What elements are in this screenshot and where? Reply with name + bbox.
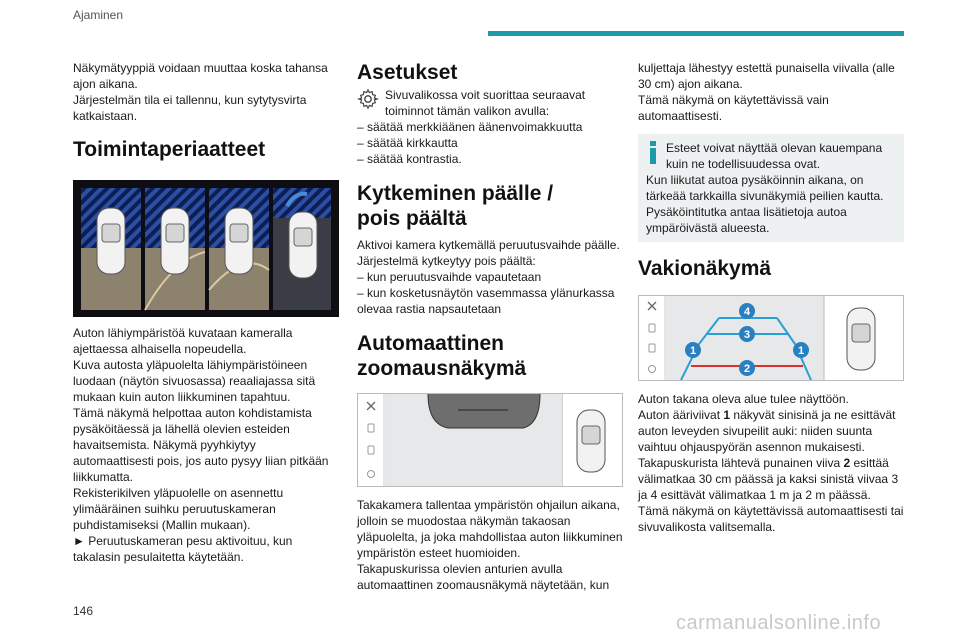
paragraph: Tämä näkymä helpottaa auton kohdistamista pysäköitäessä ja lähellä olevien esteiden havaitsemista. Näkymä pyyhkiytyy automaattisesti pois, jos auto pysyy liian pitkään liikkumatta. (73, 406, 329, 484)
paragraph: Kun liikutat autoa pysäköinnin aikana, on tärkeää tarkkailla sivunäkymiä peilien kautta. (646, 173, 884, 203)
paragraph: Auton takana oleva alue tulee näyttöön. (638, 392, 849, 406)
list-item: – kun kosketusnäytön vasemmassa ylänurkassa olevaa rastia napsautetaan (357, 286, 615, 316)
paragraph: Aktivoi kamera kytkemällä peruutusvaihde päälle. (357, 238, 620, 252)
standard-view-illustration (639, 296, 903, 380)
column-2 (357, 60, 623, 593)
heading-asetukset: Asetukset (357, 61, 458, 84)
svg-text:3: 3 (743, 329, 751, 341)
panel-3 (209, 188, 269, 310)
paragraph: Rekisterikilven yläpuolelle on asennettu ylimääräinen suihku peruutuskameran puhdistamiseksi (Mallin mukaan). (73, 486, 284, 532)
label-1-right (793, 342, 809, 358)
heading-kytkeminen: Kytkeminen päälle / pois päältä (357, 182, 554, 230)
heading-toimintaperiaatteet: Toimintaperiaatteet (73, 138, 266, 161)
surround-view-illustration (73, 180, 339, 317)
paragraph: Esteet voivat näyttää olevan kauempana kuin ne todellisuudessa ovat. (666, 141, 883, 171)
list-item: – säätää kirkkautta (357, 136, 458, 150)
figure-surround-view (73, 180, 339, 317)
paragraph: Järjestelmän tila ei tallennu, kun sytytysvirta katkaistaan. (73, 93, 307, 123)
paragraph: kuljettaja lähestyy estettä punaisella viivalla (alle 30 cm) ajon aikana. (638, 61, 895, 91)
settings-intro-row (357, 87, 623, 119)
list-item: – kun peruutusvaihde vapautetaan (357, 270, 542, 284)
paragraph: Auton lähiympäristöä kuvataan kameralla ajettaessa alhaisella nopeudella. (73, 326, 293, 356)
header-accent-bar (488, 31, 904, 36)
svg-text:1: 1 (689, 345, 697, 357)
auto-zoom-illustration (358, 394, 622, 486)
column-1 (73, 60, 339, 565)
paragraph: Sivuvalikossa voit suorittaa seuraavat toiminnot tämän valikon avulla: (385, 88, 586, 118)
watermark: carmanualsonline.info (676, 612, 882, 634)
heading-automaattinen-zoom: Automaattinen zoomausnäkymä (357, 332, 527, 380)
note-top-row (646, 140, 896, 172)
svg-text:4: 4 (743, 306, 751, 318)
paragraph: Auton ääriviivat 1 näkyvät sinisinä ja ne esittävät auton leveyden sivupeilit auki: niiden suunta vaihtuu ohjauspyörän asennon mukaisesti. (638, 408, 896, 454)
panel-4 (273, 188, 331, 310)
paragraph: Järjestelmä kytkeytyy pois päältä: (357, 254, 536, 268)
label-3 (739, 326, 755, 342)
paragraph: Takakamera tallentaa ympäristön ohjailun aikana, jolloin se muodostaa näkymän takaosan yläpuolelta, ja joka mahdollistaa auton liikkuminen ympäristön esteet huomioiden. (357, 498, 623, 560)
paragraph: Tämä näkymä on käytettävissä automaattisesti tai sivuvalikosta valitsemalla. (638, 504, 904, 534)
list-item: – säätää merkkiäänen äänenvoimakkuutta (357, 120, 583, 134)
paragraph: Takapuskurissa olevien anturien avulla automaattinen zoomausnäkymä näytetään, kun (357, 562, 610, 592)
paragraph: ► Peruutuskameran pesu aktivoituu, kun takalasin pesulaitetta käytetään. (73, 534, 293, 564)
label-4 (739, 303, 755, 319)
svg-text:2: 2 (743, 363, 751, 375)
standard-view-body (638, 391, 904, 535)
paragraph: Pysäköintitutka antaa lisätietoja autoa ympäröivästä alueesta. (646, 205, 847, 235)
section-label: Ajaminen (73, 8, 124, 22)
panel-1 (81, 188, 141, 310)
panel-2 (145, 188, 205, 310)
info-icon (646, 140, 660, 164)
paragraph: Takapuskurista lähtevä punainen viiva 2 esittää välimatkaa 30 cm päässä ja kaksi sinistä viivaa 3 ja 4 esittävät välimatkaa 1 m ja 2 m päässä. (638, 456, 899, 502)
paragraph: Tämä näkymä on käytettävissä vain automaattisesti. (638, 93, 829, 123)
label-1-left (685, 342, 701, 358)
figure-standard-view (638, 295, 904, 381)
page-number: 146 (73, 604, 94, 618)
figure-auto-zoom (357, 393, 623, 487)
gear-icon (357, 88, 379, 110)
heading-vakionakyma: Vakionäkymä (638, 257, 772, 280)
svg-text:1: 1 (797, 345, 805, 357)
paragraph: Näkymätyyppiä voidaan muuttaa koska tahansa ajon aikana. (73, 61, 328, 91)
paragraph: Kuva autosta yläpuolelta lähiympäristöineen luodaan (näytön sivuosassa) reaaliajassa sitä mukaan kuin auton liikkuminen tapahtuu. (73, 358, 316, 404)
label-2 (739, 360, 755, 376)
column-3 (638, 60, 904, 535)
list-item: – säätää kontrastia. (357, 152, 462, 166)
info-note (638, 134, 904, 242)
